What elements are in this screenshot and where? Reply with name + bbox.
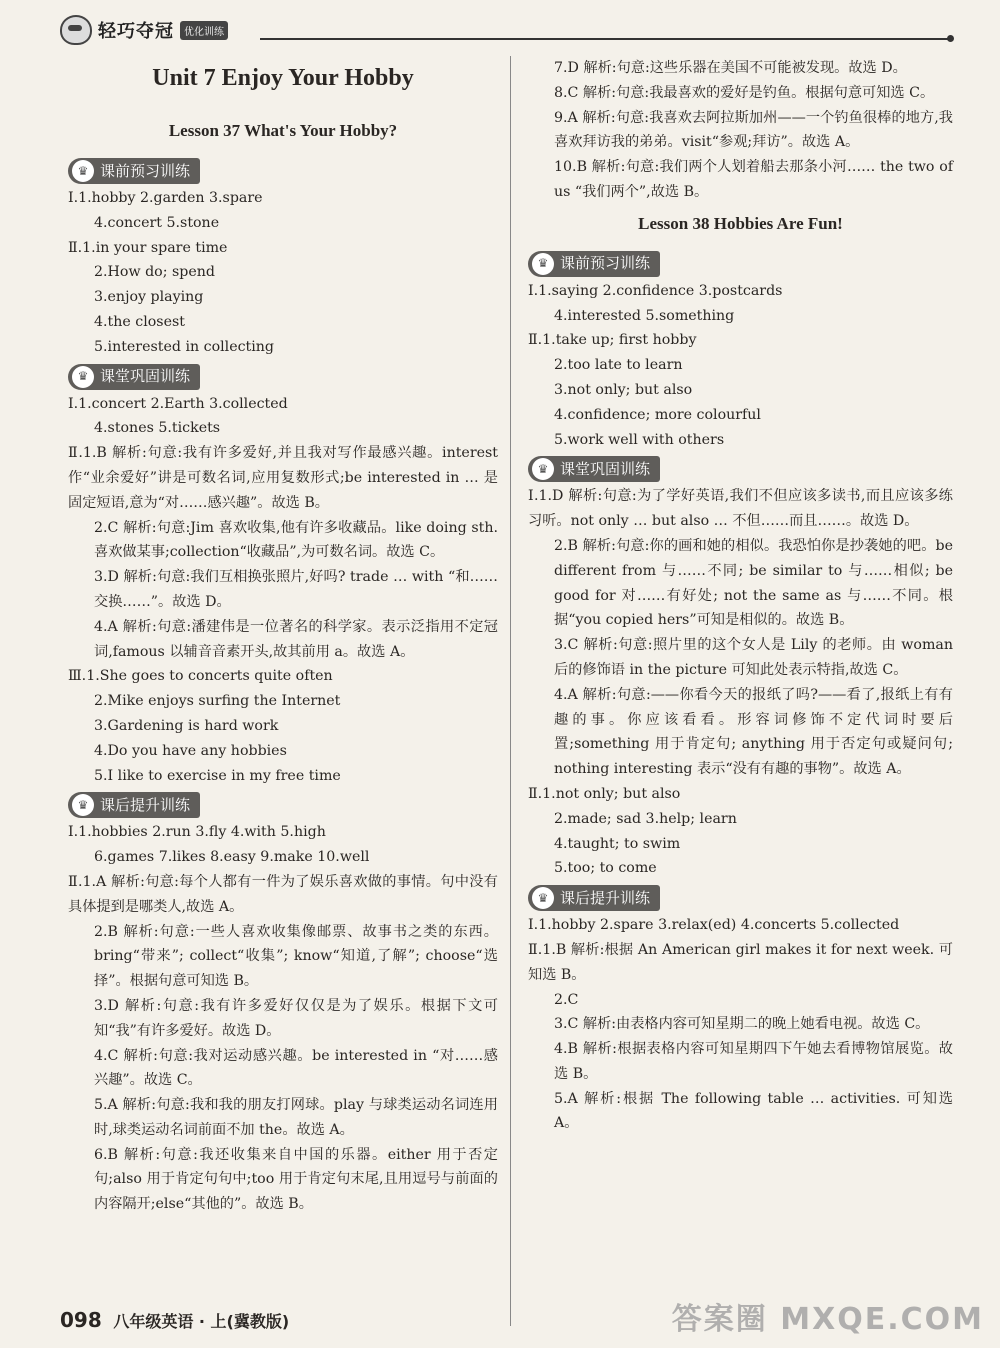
explanation-item: 3.C 解析:由表格内容可知星期二的晚上她看电视。故选 C。	[554, 1016, 930, 1033]
answer-line: Ⅲ.1.She goes to concerts quite often	[68, 668, 333, 685]
right-column	[528, 56, 953, 1136]
explanation-item: 3.D 解析:句意:我们互相换张照片,好吗? trade … with “和……交换……”。故选 D。	[94, 569, 498, 610]
answer-line: 4.interested 5.something	[554, 307, 735, 324]
section-title: 课堂巩固训练	[100, 367, 191, 386]
brand-logo	[60, 16, 228, 44]
explanation-item: 10.B 解析:句意:我们两个人划着船去那条小河…… the two of us “我们两个”,故选 B。	[554, 159, 953, 200]
watermark	[672, 1294, 984, 1338]
explanation-item: 7.D 解析:句意:这些乐器在美国不可能被发现。故选 D。	[554, 60, 907, 76]
explanation-item: 3.C 解析:句意:照片里的这个女人是 Lily 的老师。由 woman 后的修饰语 in the picture 可知此处表示特指,故选 C。	[554, 637, 953, 678]
answer-line: Ⅰ.1.hobby 2.spare 3.relax(ed) 4.concerts 5.collected	[528, 917, 900, 934]
explanation-item: 2.B 解析:句意:你的画和她的相似。我恐怕你是抄袭她的吧。be different from 与……不同; be similar to 与……相似; be good for 对……有好处; not the same as 与……不同。根据“you copied hers”可知是相似的。故选 B。	[554, 537, 953, 629]
answer-line: 5.interested in collecting	[94, 338, 275, 355]
section-banner	[528, 885, 660, 911]
section-title: 课后提升训练	[560, 888, 651, 907]
explanation-item: Ⅱ.1.B 解析:根据 An American girl makes it for next week. 可知选 B。	[528, 941, 953, 983]
explanation-item: 4.C 解析:句意:我对运动感兴趣。be interested in “对……感兴趣”。故选 C。	[94, 1047, 498, 1089]
explanation-item: Ⅰ.1.D 解析:句意:为了学好英语,我们不但应该多读书,而且应该多练习听。not only … but also … 不但……而且……。故选 D。	[528, 488, 953, 530]
answer-line: 5.I like to exercise in my free time	[94, 767, 341, 784]
explanation-item: 2.C	[554, 991, 579, 1008]
lesson-title: Lesson 38 Hobbies Are Fun!	[638, 213, 843, 233]
explanation-item: 2.C 解析:句意:Jim 喜欢收集,他有许多收藏品。like doing sth. 喜欢做某事;collection“收藏品”,为可数名词。故选 C。	[94, 519, 498, 561]
explanation-item: 9.A 解析:句意:我喜欢去阿拉斯加州——一个钓鱼很棒的地方,我喜欢拜访我的弟弟。visit“参观;拜访”。故选 A。	[554, 109, 953, 151]
section-banner	[528, 251, 660, 277]
answer-line: 4.taught; to swim	[554, 835, 681, 852]
answer-line: Ⅱ.1.not only; but also	[528, 785, 681, 802]
explanation-item: 6.B 解析:句意:我还收集来自中国的乐器。either 用于否定句;also 用于肯定句句中;too 用于肯定句末尾,且用逗号与前面的内容隔开;else“其他的”。故选 B。	[94, 1146, 498, 1213]
answer-line: 3.Gardening is hard work	[94, 717, 279, 734]
unit-title: Unit 7 Enjoy Your Hobby	[152, 65, 414, 91]
answer-line: 5.work well with others	[554, 431, 725, 448]
crown-icon: ♛	[72, 794, 94, 816]
answer-line: 4.stones 5.tickets	[94, 420, 221, 437]
answer-line: 6.games 7.likes 8.easy 9.make 10.well	[94, 849, 370, 866]
column-divider	[510, 56, 511, 1326]
section-title: 课后提升训练	[100, 795, 191, 814]
page-header	[60, 14, 950, 48]
answer-line: 3.enjoy playing	[94, 289, 204, 306]
watermark-text: 答案圈 MXQE.COM	[671, 1302, 984, 1337]
mascot-icon	[60, 15, 92, 45]
answer-line: 2.made; sad 3.help; learn	[554, 810, 737, 827]
crown-icon: ♛	[532, 887, 554, 909]
answer-line: 2.too late to learn	[554, 357, 683, 374]
section-banner	[68, 364, 200, 390]
section-banner	[68, 158, 200, 184]
explanation-item: Ⅱ.1.B 解析:句意:我有许多爱好,并且我对写作最感兴趣。interest 作“业余爱好”讲是可数名词,应用复数形式;be interested in … 是固定短语,意为“对……感兴趣”。故选 B。	[68, 445, 498, 511]
brand-name: 轻巧夺冠	[98, 21, 174, 42]
lesson-title: Lesson 37 What's Your Hobby?	[168, 121, 398, 140]
crown-icon: ♛	[72, 366, 94, 388]
answer-line: Ⅰ.1.saying 2.confidence 3.postcards	[528, 282, 783, 299]
answer-line: Ⅱ.1.in your spare time	[68, 239, 228, 256]
section-title: 课前预习训练	[560, 254, 651, 273]
section-title: 课前预习训练	[100, 161, 191, 180]
answer-line: 3.not only; but also	[554, 381, 693, 398]
left-column	[68, 56, 498, 1217]
answer-line: Ⅰ.1.hobbies 2.run 3.fly 4.with 5.high	[68, 824, 326, 841]
explanation-item: Ⅱ.1.A 解析:句意:每个人都有一件为了娱乐喜欢做的事情。句中没有具体提到是哪类人,故选 A。	[68, 873, 498, 915]
answer-line: 4.the closest	[94, 313, 185, 330]
crown-icon: ♛	[532, 253, 554, 275]
crown-icon: ♛	[532, 458, 554, 480]
explanation-item: 4.A 解析:句意:——你看今天的报纸了吗?——看了,报纸上有有趣的事。你应该看看。形容词修饰不定代词时要后置;something 用于肯定句; anything 用于否定句或疑问句; nothing interesting 表示“没有有趣的事物”。故选 A。	[554, 686, 953, 778]
answer-line: 2.How do; spend	[94, 264, 215, 281]
explanation-item: 8.C 解析:句意:我最喜欢的爱好是钓鱼。根据句意可知选 C。	[554, 84, 935, 101]
section-banner	[68, 792, 200, 818]
explanation-item: 4.A 解析:句意:潘建伟是一位著名的科学家。表示泛指用不定冠词,famous 以辅音音素开头,故其前用 a。故选 A。	[94, 618, 498, 660]
crown-icon: ♛	[72, 160, 94, 182]
answer-line: Ⅰ.1.hobby 2.garden 3.spare	[68, 190, 263, 206]
page-number: 098	[60, 1308, 102, 1332]
page-footer	[60, 1308, 289, 1332]
explanation-item: 5.A 解析:句意:我和我的朋友打网球。play 与球类运动名词连用时,球类运动名词前面不加 the。故选 A。	[94, 1097, 498, 1138]
answer-line: 4.concert 5.stone	[94, 214, 220, 231]
explanation-item: 4.B 解析:根据表格内容可知星期四下午她去看博物馆展览。故选 B。	[554, 1041, 953, 1082]
explanation-item: 5.A 解析:根据 The following table … activities. 可知选 A。	[554, 1090, 953, 1132]
answer-line: 5.too; to come	[554, 860, 657, 877]
answer-line: 4.confidence; more colourful	[554, 406, 761, 423]
section-title: 课堂巩固训练	[560, 459, 651, 478]
answer-line: Ⅰ.1.concert 2.Earth 3.collected	[68, 395, 288, 412]
book-title: 八年级英语 · 上(冀教版)	[113, 1312, 290, 1331]
answer-line: 4.Do you have any hobbies	[94, 742, 287, 759]
brand-tag: 优化训练	[180, 21, 228, 40]
explanation-item: 3.D 解析:句意:我有许多爱好仅仅是为了娱乐。根据下文可知“我”有许多爱好。故选 D。	[94, 997, 498, 1039]
header-rule	[260, 38, 950, 40]
explanation-item: 2.B 解析:句意:一些人喜欢收集像邮票、故事书之类的东西。bring“带来”; collect“收集”; know“知道,了解”; choose“选择”。根据句意可知选 B。	[94, 923, 498, 990]
answer-line: Ⅱ.1.take up; first hobby	[528, 332, 697, 349]
section-banner	[528, 456, 660, 482]
answer-line: 2.Mike enjoys surfing the Internet	[94, 693, 341, 710]
